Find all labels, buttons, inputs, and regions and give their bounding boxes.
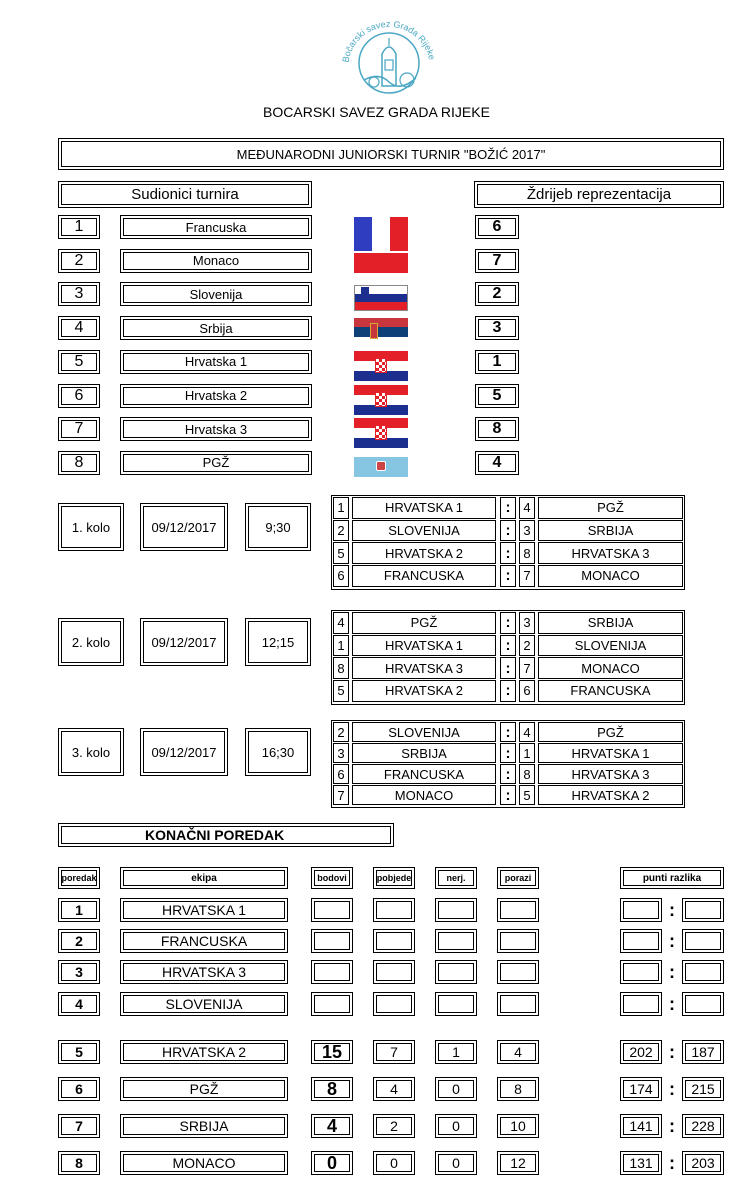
match-home-number: 8 bbox=[333, 657, 349, 679]
header-losses: porazi bbox=[504, 873, 532, 883]
participant-name: Hrvatska 2 bbox=[184, 388, 248, 403]
draw-number: 3 bbox=[492, 319, 502, 337]
draw-title: Ždrijeb reprezentacija bbox=[526, 186, 672, 203]
draw-number: 4 bbox=[492, 453, 502, 471]
standing-points-for-box bbox=[620, 992, 662, 1016]
match-away-number: 3 bbox=[519, 612, 535, 634]
participant-name: Srbija bbox=[199, 320, 233, 336]
participant-name-box bbox=[120, 215, 312, 239]
round-time: 9;30 bbox=[265, 519, 291, 535]
standing-points-against-box bbox=[682, 929, 724, 953]
match-away-team: FRANCUSKA bbox=[538, 680, 683, 702]
header-rank: poredak bbox=[61, 873, 97, 883]
match-away-team: PGŽ bbox=[538, 497, 683, 519]
croatia-flag bbox=[354, 351, 408, 381]
participant-name: Monaco bbox=[192, 253, 240, 269]
participant-number: 2 bbox=[74, 251, 84, 269]
match-home-number: 1 bbox=[333, 635, 349, 657]
draw-number-box bbox=[475, 249, 519, 273]
standing-rank-box bbox=[58, 992, 100, 1016]
match-away-number: 6 bbox=[519, 680, 535, 702]
standing-rank: 4 bbox=[75, 996, 83, 1012]
standing-losses-box bbox=[497, 898, 539, 922]
logo-ring-text: Bočarski savez Grada Rijeke bbox=[340, 18, 438, 64]
standing-draws-box bbox=[435, 1151, 477, 1175]
standing-wins-box bbox=[373, 992, 415, 1016]
standing-wins-box bbox=[373, 929, 415, 953]
participant-name-box bbox=[120, 350, 312, 374]
header-diff: punti razlika bbox=[642, 872, 702, 884]
standing-losses-box bbox=[497, 1151, 539, 1175]
standing-diff-separator: : bbox=[669, 899, 675, 920]
standing-team: HRVATSKA 2 bbox=[161, 1044, 247, 1060]
participant-number-box bbox=[58, 316, 100, 340]
standing-points-against: 215 bbox=[691, 1081, 715, 1097]
participant-name-box bbox=[120, 417, 312, 441]
match-away-number: 7 bbox=[519, 565, 535, 587]
standings-title: KONAČNI POREDAK bbox=[145, 827, 285, 843]
standing-team: HRVATSKA 3 bbox=[161, 964, 247, 980]
tournament-title-box bbox=[58, 138, 724, 170]
standing-wins: 2 bbox=[390, 1118, 398, 1134]
standing-losses-box bbox=[497, 1114, 539, 1138]
header-wins-box bbox=[373, 867, 415, 889]
standing-team-box bbox=[120, 929, 288, 953]
participant-name: PGŽ bbox=[202, 455, 230, 471]
match-away-number: 8 bbox=[519, 542, 535, 564]
match-away-team: SRBIJA bbox=[538, 612, 683, 634]
round-label-box bbox=[58, 728, 124, 776]
standing-team: SLOVENIJA bbox=[165, 996, 243, 1012]
participant-name: Hrvatska 1 bbox=[184, 354, 248, 370]
standing-points-against-box bbox=[682, 992, 724, 1016]
round-label: 2. kolo bbox=[71, 634, 111, 650]
match-score-separator: : bbox=[500, 497, 516, 519]
standing-wins: 0 bbox=[390, 1155, 398, 1171]
match-home-number: 4 bbox=[333, 612, 349, 634]
standing-team-box bbox=[120, 1077, 288, 1101]
standing-draws-box bbox=[435, 1114, 477, 1138]
round-label-box bbox=[58, 503, 124, 551]
standing-points-against-box bbox=[682, 1077, 724, 1101]
standings-title-box bbox=[58, 823, 394, 847]
match-home-team: SLOVENIJA bbox=[352, 520, 496, 542]
round-label: 3. kolo bbox=[71, 744, 111, 760]
header-draws: nerj. bbox=[446, 873, 466, 883]
standing-points-against-box bbox=[682, 960, 724, 984]
standing-points bbox=[312, 899, 352, 921]
standing-team: FRANCUSKA bbox=[160, 933, 248, 949]
match-home-number: 6 bbox=[333, 764, 349, 784]
match-away-team: MONACO bbox=[538, 657, 683, 679]
match-home-number: 3 bbox=[333, 743, 349, 763]
header-rank-box bbox=[58, 867, 100, 889]
standing-points-for-box bbox=[620, 1040, 662, 1064]
standing-draws-box bbox=[435, 960, 477, 984]
match-away-team: HRVATSKA 2 bbox=[538, 785, 683, 805]
match-away-team: HRVATSKA 3 bbox=[538, 764, 683, 784]
match-score-separator: : bbox=[500, 680, 516, 702]
participant-number-box bbox=[58, 350, 100, 374]
standing-points-against: 228 bbox=[691, 1118, 715, 1134]
draw-number-box bbox=[475, 451, 519, 475]
standing-points-against bbox=[683, 961, 723, 983]
standing-rank: 5 bbox=[75, 1044, 83, 1060]
standing-draws-box bbox=[435, 1040, 477, 1064]
match-home-team: FRANCUSKA bbox=[352, 565, 496, 587]
standing-rank: 7 bbox=[75, 1118, 83, 1134]
standing-draws bbox=[436, 993, 476, 1015]
standing-wins: 4 bbox=[390, 1081, 398, 1097]
standing-points-against: 203 bbox=[691, 1155, 715, 1171]
standing-losses: 10 bbox=[510, 1118, 526, 1134]
standing-draws bbox=[436, 930, 476, 952]
match-home-team: PGŽ bbox=[352, 612, 496, 634]
standing-team-box bbox=[120, 1151, 288, 1175]
match-home-team: SRBIJA bbox=[352, 743, 496, 763]
round-date-box bbox=[140, 618, 228, 666]
header-points-box bbox=[311, 867, 353, 889]
match-score-separator: : bbox=[500, 743, 516, 763]
standing-rank: 3 bbox=[75, 964, 83, 980]
participant-name-box bbox=[120, 451, 312, 475]
match-away-number: 5 bbox=[519, 785, 535, 805]
standing-losses: 4 bbox=[514, 1044, 522, 1060]
match-score-separator: : bbox=[500, 565, 516, 587]
match-home-number: 5 bbox=[333, 542, 349, 564]
standing-points-for-box bbox=[620, 1151, 662, 1175]
participants-title-box bbox=[58, 181, 312, 208]
slovenia-flag bbox=[354, 285, 408, 311]
france-flag bbox=[354, 217, 408, 273]
standing-points-box bbox=[311, 898, 353, 922]
standing-diff-separator: : bbox=[669, 1078, 675, 1099]
match-home-team: MONACO bbox=[352, 785, 496, 805]
serbia-flag bbox=[354, 318, 408, 346]
standing-points bbox=[312, 961, 352, 983]
standing-losses-box bbox=[497, 929, 539, 953]
participant-number: 6 bbox=[74, 386, 84, 404]
standing-rank: 8 bbox=[75, 1155, 83, 1171]
round-time-box bbox=[245, 728, 311, 776]
match-home-number: 2 bbox=[333, 520, 349, 542]
header-team-box bbox=[120, 867, 288, 889]
standing-points-against-box bbox=[682, 898, 724, 922]
participant-name: Slovenija bbox=[189, 286, 243, 302]
match-score-separator: : bbox=[500, 635, 516, 657]
participant-name-box bbox=[120, 249, 312, 273]
participant-number: 1 bbox=[74, 218, 84, 235]
federation-logo bbox=[334, 8, 444, 106]
standing-losses bbox=[498, 899, 538, 921]
standing-diff-separator: : bbox=[669, 930, 675, 951]
match-away-number: 3 bbox=[519, 520, 535, 542]
standing-points-for-box bbox=[620, 960, 662, 984]
standing-wins-box bbox=[373, 1040, 415, 1064]
round-date: 09/12/2017 bbox=[151, 744, 217, 760]
standing-wins-box bbox=[373, 960, 415, 984]
match-away-number: 4 bbox=[519, 497, 535, 519]
participant-number-box bbox=[58, 417, 100, 441]
header-points: bodovi bbox=[317, 873, 347, 883]
participant-number: 7 bbox=[74, 420, 84, 438]
standing-points-for bbox=[621, 930, 661, 952]
match-away-number: 4 bbox=[519, 722, 535, 742]
participant-number-box bbox=[58, 249, 100, 273]
croatia-flag bbox=[354, 385, 408, 415]
round-date-box bbox=[140, 728, 228, 776]
standing-points-against: 187 bbox=[691, 1044, 715, 1060]
draw-number-box bbox=[475, 316, 519, 340]
standing-points-box bbox=[311, 1151, 353, 1175]
participant-number-box bbox=[58, 282, 100, 306]
draw-number: 8 bbox=[492, 420, 502, 438]
participant-number: 3 bbox=[74, 285, 84, 303]
header-draws-box bbox=[435, 867, 477, 889]
standing-points-box bbox=[311, 960, 353, 984]
standing-losses bbox=[498, 993, 538, 1015]
round-time: 16;30 bbox=[261, 744, 295, 760]
match-home-number: 5 bbox=[333, 680, 349, 702]
standing-losses-box bbox=[497, 960, 539, 984]
standing-points-for-box bbox=[620, 929, 662, 953]
standing-draws bbox=[436, 961, 476, 983]
standing-points: 4 bbox=[326, 1115, 337, 1136]
participant-name-box bbox=[120, 316, 312, 340]
match-away-team: SLOVENIJA bbox=[538, 635, 683, 657]
standing-losses-box bbox=[497, 992, 539, 1016]
round-time-box bbox=[245, 503, 311, 551]
standing-rank-box bbox=[58, 898, 100, 922]
standing-points-box bbox=[311, 992, 353, 1016]
standing-points-against-box bbox=[682, 1151, 724, 1175]
draw-number: 6 bbox=[492, 218, 502, 235]
standing-points: 0 bbox=[326, 1152, 337, 1173]
participant-number-box bbox=[58, 384, 100, 408]
standing-points-for: 202 bbox=[629, 1044, 653, 1060]
match-away-team: HRVATSKA 3 bbox=[538, 542, 683, 564]
match-home-number: 7 bbox=[333, 785, 349, 805]
match-away-team: HRVATSKA 1 bbox=[538, 743, 683, 763]
standing-losses-box bbox=[497, 1040, 539, 1064]
standing-draws-box bbox=[435, 898, 477, 922]
standing-points-for-box bbox=[620, 898, 662, 922]
standing-wins bbox=[374, 899, 414, 921]
standing-diff-separator: : bbox=[669, 993, 675, 1014]
round-date-box bbox=[140, 503, 228, 551]
match-away-team: MONACO bbox=[538, 565, 683, 587]
standing-diff-separator: : bbox=[669, 1041, 675, 1062]
standing-draws-box bbox=[435, 992, 477, 1016]
standing-points-for: 131 bbox=[629, 1155, 653, 1171]
standing-points-box bbox=[311, 1114, 353, 1138]
round-time-box bbox=[245, 618, 311, 666]
draw-number: 7 bbox=[492, 251, 502, 269]
standing-wins-box bbox=[373, 1114, 415, 1138]
standing-rank-box bbox=[58, 1114, 100, 1138]
standing-losses: 8 bbox=[514, 1081, 522, 1097]
draw-number: 2 bbox=[492, 285, 502, 303]
standing-points-box bbox=[311, 929, 353, 953]
match-home-team: SLOVENIJA bbox=[352, 722, 496, 742]
croatia-flag bbox=[354, 418, 408, 448]
standing-points-against bbox=[683, 993, 723, 1015]
standing-points-for: 141 bbox=[629, 1118, 653, 1134]
standing-wins-box bbox=[373, 898, 415, 922]
standing-team-box bbox=[120, 960, 288, 984]
standing-wins-box bbox=[373, 1151, 415, 1175]
participants-title: Sudionici turnira bbox=[131, 186, 239, 203]
match-score-separator: : bbox=[500, 520, 516, 542]
participant-number: 4 bbox=[74, 319, 84, 337]
standing-draws-box bbox=[435, 1077, 477, 1101]
match-away-number: 7 bbox=[519, 657, 535, 679]
standing-points-for bbox=[621, 961, 661, 983]
header-team: ekipa bbox=[191, 872, 217, 884]
standing-draws: 1 bbox=[452, 1044, 460, 1060]
match-away-number: 1 bbox=[519, 743, 535, 763]
participant-name: Hrvatska 3 bbox=[184, 421, 248, 437]
round-label: 1. kolo bbox=[71, 519, 111, 535]
standing-points-against bbox=[683, 899, 723, 921]
header-losses-box bbox=[497, 867, 539, 889]
participant-number-box bbox=[58, 215, 100, 239]
match-away-team: PGŽ bbox=[538, 722, 683, 742]
draw-number: 5 bbox=[492, 386, 502, 404]
standing-rank: 1 bbox=[75, 902, 83, 918]
participant-number: 5 bbox=[74, 352, 84, 370]
standing-wins: 7 bbox=[390, 1044, 398, 1060]
match-home-team: HRVATSKA 2 bbox=[352, 542, 496, 564]
standing-draws: 0 bbox=[452, 1118, 460, 1134]
standing-points-against bbox=[683, 930, 723, 952]
standing-losses-box bbox=[497, 1077, 539, 1101]
standing-draws-box bbox=[435, 929, 477, 953]
draw-number-box bbox=[475, 384, 519, 408]
round-date: 09/12/2017 bbox=[151, 634, 217, 650]
standing-points-box bbox=[311, 1040, 353, 1064]
round-date: 09/12/2017 bbox=[151, 519, 217, 535]
header-wins: pobjede bbox=[376, 873, 412, 883]
standing-team: SRBIJA bbox=[179, 1118, 229, 1134]
draw-number-box bbox=[475, 350, 519, 374]
standing-team: MONACO bbox=[172, 1155, 236, 1171]
round-label-box bbox=[58, 618, 124, 666]
participant-number-box bbox=[58, 451, 100, 475]
match-score-separator: : bbox=[500, 542, 516, 564]
standing-team-box bbox=[120, 1114, 288, 1138]
standing-losses: 12 bbox=[510, 1155, 526, 1171]
match-score-separator: : bbox=[500, 657, 516, 679]
match-score-separator: : bbox=[500, 785, 516, 805]
standing-rank-box bbox=[58, 1040, 100, 1064]
standing-wins-box bbox=[373, 1077, 415, 1101]
standing-wins bbox=[374, 961, 414, 983]
header-diff-box bbox=[620, 867, 724, 889]
match-away-team: SRBIJA bbox=[538, 520, 683, 542]
participant-number: 8 bbox=[74, 453, 84, 471]
standing-diff-separator: : bbox=[669, 961, 675, 982]
standing-diff-separator: : bbox=[669, 1152, 675, 1173]
standing-rank-box bbox=[58, 1077, 100, 1101]
participant-name: Francuska bbox=[185, 219, 247, 235]
match-score-separator: : bbox=[500, 764, 516, 784]
standing-points bbox=[312, 993, 352, 1015]
match-home-team: HRVATSKA 1 bbox=[352, 497, 496, 519]
standing-team-box bbox=[120, 898, 288, 922]
standing-points-for-box bbox=[620, 1114, 662, 1138]
standing-wins bbox=[374, 930, 414, 952]
standing-rank: 2 bbox=[75, 933, 83, 949]
standing-rank-box bbox=[58, 929, 100, 953]
standing-points-against-box bbox=[682, 1040, 724, 1064]
match-home-team: FRANCUSKA bbox=[352, 764, 496, 784]
match-home-number: 1 bbox=[333, 497, 349, 519]
standing-losses bbox=[498, 930, 538, 952]
draw-number-box bbox=[475, 282, 519, 306]
standing-team: HRVATSKA 1 bbox=[161, 902, 247, 918]
standing-points-for-box bbox=[620, 1077, 662, 1101]
match-home-number: 6 bbox=[333, 565, 349, 587]
draw-number: 1 bbox=[492, 352, 502, 370]
draw-number-box bbox=[475, 417, 519, 441]
standing-points-box bbox=[311, 1077, 353, 1101]
participant-name-box bbox=[120, 384, 312, 408]
match-home-team: HRVATSKA 2 bbox=[352, 680, 496, 702]
round-time: 12;15 bbox=[261, 634, 295, 650]
standing-team: PGŽ bbox=[189, 1081, 219, 1097]
standing-points: 8 bbox=[326, 1078, 337, 1099]
match-away-number: 8 bbox=[519, 764, 535, 784]
participant-name-box bbox=[120, 282, 312, 306]
standing-points-for bbox=[621, 899, 661, 921]
match-home-team: HRVATSKA 1 bbox=[352, 635, 496, 657]
standing-rank: 6 bbox=[75, 1081, 83, 1097]
standing-losses bbox=[498, 961, 538, 983]
standing-points-for: 174 bbox=[629, 1081, 653, 1097]
standing-points-against-box bbox=[682, 1114, 724, 1138]
standing-team-box bbox=[120, 1040, 288, 1064]
standing-team-box bbox=[120, 992, 288, 1016]
draw-title-box bbox=[474, 181, 724, 208]
org-name: BOCARSKI SAVEZ GRADA RIJEKE bbox=[263, 104, 490, 120]
standing-draws bbox=[436, 899, 476, 921]
match-score-separator: : bbox=[500, 722, 516, 742]
standing-points bbox=[312, 930, 352, 952]
standing-draws: 0 bbox=[452, 1081, 460, 1097]
match-home-number: 2 bbox=[333, 722, 349, 742]
match-score-separator: : bbox=[500, 612, 516, 634]
standing-rank-box bbox=[58, 1151, 100, 1175]
standing-diff-separator: : bbox=[669, 1115, 675, 1136]
standing-points-for bbox=[621, 993, 661, 1015]
draw-number-box bbox=[475, 215, 519, 239]
tournament-title: MEĐUNARODNI JUNIORSKI TURNIR "BOŽIĆ 2017" bbox=[236, 146, 546, 162]
standing-points: 15 bbox=[321, 1041, 343, 1062]
match-home-team: HRVATSKA 3 bbox=[352, 657, 496, 679]
standing-rank-box bbox=[58, 960, 100, 984]
standing-wins bbox=[374, 993, 414, 1015]
standing-draws: 0 bbox=[452, 1155, 460, 1171]
pgz-flag bbox=[354, 457, 408, 477]
match-away-number: 2 bbox=[519, 635, 535, 657]
